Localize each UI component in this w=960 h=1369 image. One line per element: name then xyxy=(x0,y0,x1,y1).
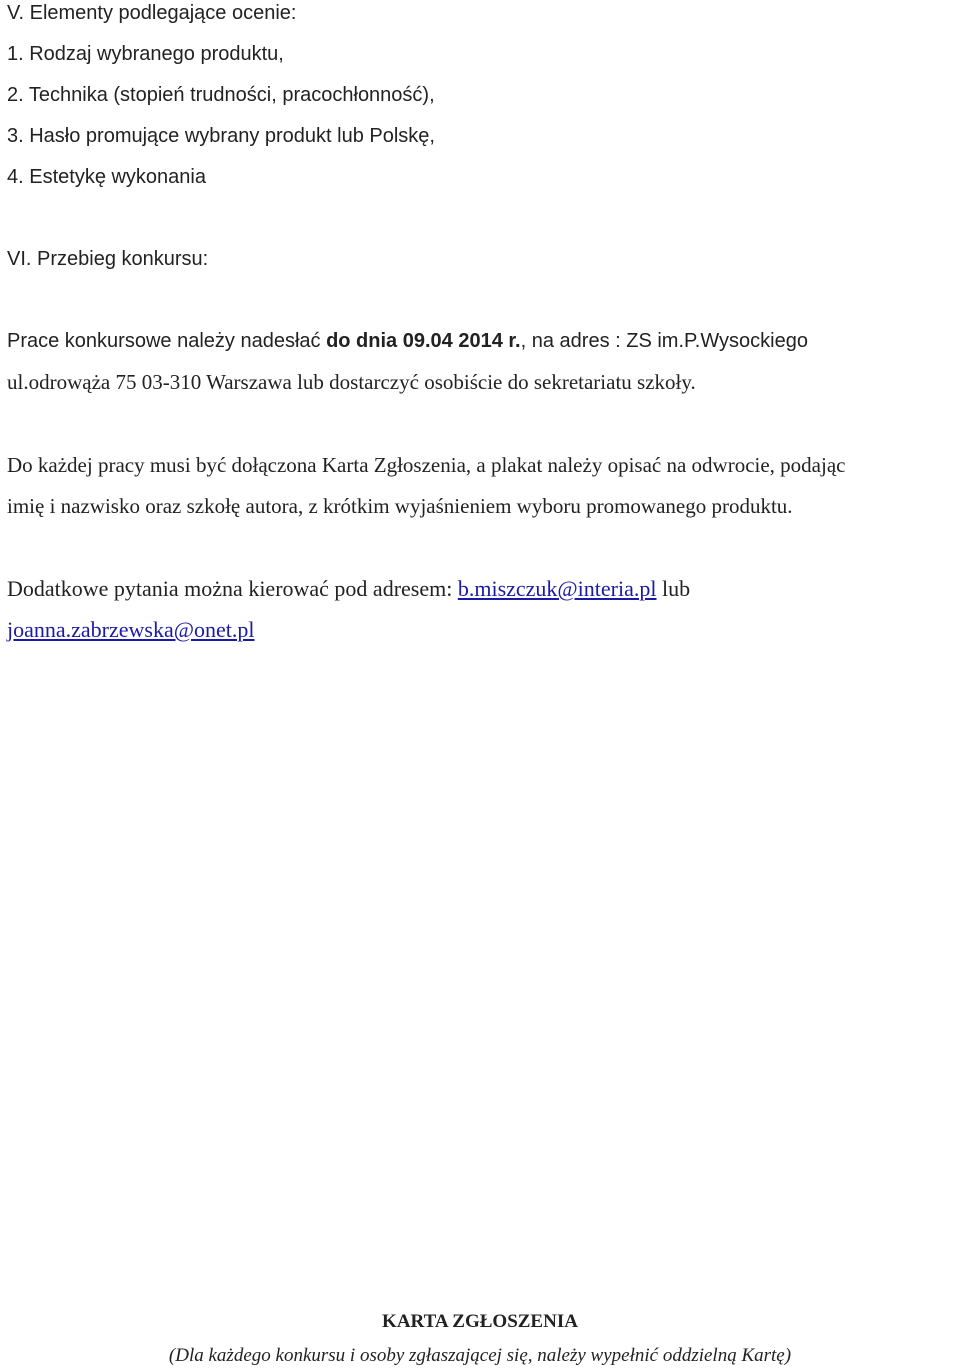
entry-form-line-2: imię i nazwisko oraz szkołę autora, z krótkim wyjaśnieniem wyboru promowanego produktu. xyxy=(7,494,793,518)
email-link-miszczuk[interactable]: b.miszczuk@interia.pl xyxy=(457,576,657,601)
section-v-heading: V. Elementy podlegające ocenie: xyxy=(7,2,297,24)
contact-line-2 xyxy=(7,619,255,641)
submission-address: , na adres : ZS im.P.Wysockiego xyxy=(520,330,808,352)
entry-form-line-1: Do każdej pracy musi być dołączona Karta Zgłoszenia, a plakat należy opisać na odwrocie, podając xyxy=(7,453,846,477)
criteria-item-2: 2. Technika (stopień trudności, pracochłonność), xyxy=(7,84,435,106)
submission-line-1 xyxy=(7,331,808,351)
submission-deadline: do dnia 09.04 2014 r. xyxy=(326,330,521,352)
contact-line-1 xyxy=(7,578,690,600)
section-vi-heading: VI. Przebieg konkursu: xyxy=(7,248,209,270)
form-subtitle: (Dla każdego konkursu i osoby zgłaszającej się, należy wypełnić oddzielną Kartę) xyxy=(168,1345,792,1366)
contact-text-pre: Dodatkowe pytania można kierować pod adresem: xyxy=(7,576,458,601)
criteria-item-3: 3. Hasło promujące wybrany produkt lub Polskę, xyxy=(7,125,435,147)
submission-text-pre: Prace konkursowe należy nadesłać xyxy=(7,330,327,352)
criteria-item-4: 4. Estetykę wykonania xyxy=(7,166,206,188)
criteria-item-1: 1. Rodzaj wybranego produktu, xyxy=(7,43,284,65)
email-link-zabrzewska[interactable]: joanna.zabrzewska@onet.pl xyxy=(7,617,255,642)
form-title: KARTA ZGŁOSZENIA xyxy=(382,1311,578,1332)
submission-line-2: ul.odrowąża 75 03-310 Warszawa lub dostarczyć osobiście do sekretariatu szkoły. xyxy=(7,370,696,394)
contact-text-or: lub xyxy=(656,576,691,601)
